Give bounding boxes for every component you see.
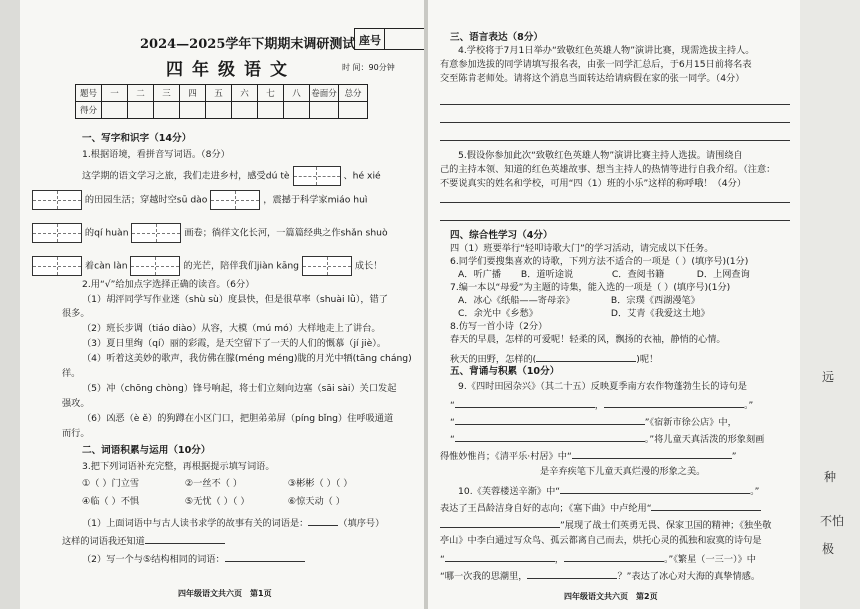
option-d[interactable]: D．上网查询 <box>696 269 750 280</box>
answer-blank[interactable] <box>564 552 664 562</box>
pinyin-text: 的光芒，陪伴我们jiàn kāng <box>183 260 299 272</box>
question-1-prompt: 1.根据语境，看拼音写词语。（8分） <box>82 149 230 160</box>
question-2-item-6-cont: 而行。 <box>62 428 90 439</box>
char-grid-box[interactable] <box>302 256 352 276</box>
question-text: ”展现了战士们英勇无畏、保家卫国的精神；《独坐敬 <box>560 520 772 531</box>
question-2-item-1-cont: 很多。 <box>62 308 90 319</box>
question-2-prompt: 2.用“√”给加点字选择正确的读音。（6分） <box>82 279 255 290</box>
section-4-title: 四、综合性学习（4分） <box>450 230 553 241</box>
option-d[interactable]: D．艾青《我爱这土地》 <box>610 308 710 319</box>
question-6-prompt: 6.同学们要搜集喜欢的诗歌，下列方法不适合的一项是（ ）(填序号)(1分) <box>450 256 749 267</box>
option-b[interactable]: B．道听途说 <box>520 269 574 280</box>
question-2-item-3: （3）夏日里绚（qí）丽的彩霞，是天空留下了一天的人们的慨慕（jí jiè）。 <box>82 338 387 349</box>
question-9-line-1: 9.《四时田园杂兴》（其二十五）反映夏季南方农作物蓬勃生长的诗句是 <box>458 381 747 392</box>
section-4-intro: 四（1）班要举行“轻叩诗歌大门”的学习活动，请完成以下任务。 <box>450 243 714 254</box>
idiom-blank[interactable]: ⑥惊天动（ ） <box>287 496 345 507</box>
score-header-cell: 五 <box>206 85 232 102</box>
question-text: 得惟妙惟肖；《清平乐·村居》中“ <box>440 451 572 462</box>
option-a[interactable]: A．冰心《纸船——寄母亲》 <box>458 295 575 306</box>
score-cell[interactable] <box>102 102 128 119</box>
section-3-title: 三、语言表达（8分） <box>450 32 544 43</box>
section-5-title: 五、背诵与积累（10分） <box>450 366 560 377</box>
score-cell[interactable] <box>232 102 258 119</box>
answer-blank[interactable] <box>440 518 560 528</box>
poem-fill-text: 秋天的田野，怎样的( <box>450 354 537 365</box>
option-a[interactable]: A．听广播 <box>458 269 502 280</box>
idiom-blank[interactable]: ④临（ ）不惧 <box>82 496 140 507</box>
question-2-item-6: （6）凶恶（è ě）的狗蹲在小区门口，把胆弟弟屏（píng bǐng）住呼吸通道 <box>82 413 394 424</box>
edge-glyph: 远 <box>822 370 835 384</box>
question-2-item-4-cont: 徉。 <box>62 368 81 379</box>
answer-line[interactable] <box>440 202 790 203</box>
answer-blank[interactable] <box>308 516 338 526</box>
pinyin-text: 、hé xié <box>343 170 381 182</box>
question-8-poem: 春天的早晨，怎样的可爱呢！轻柔的风，飘扬的衣袖，静悄的心情。 <box>450 334 726 345</box>
punctuation: 。” <box>743 400 754 411</box>
question-3-row-1 <box>82 478 388 490</box>
score-header-cell: 六 <box>232 85 258 102</box>
question-7-options-row-1 <box>458 295 761 307</box>
score-row-label: 得分 <box>76 102 102 119</box>
section-2-title: 二、词语积累与运用（10分） <box>82 445 211 456</box>
score-table-score-row <box>76 102 368 119</box>
question-4-line-2: 有意参加选拔的同学请填写报名表，由张一同学汇总后，于6月15日前将名表 <box>440 59 752 70</box>
score-header-cell: 四 <box>180 85 206 102</box>
punctuation: 。” <box>750 486 760 497</box>
answer-line[interactable] <box>440 220 790 221</box>
question-4-line-1: 4.学校将于7月1日举办“致敬红色英雄人物”演讲比赛，现需选拔主持人。 <box>458 45 755 56</box>
question-9-line-4 <box>450 432 764 446</box>
idiom-blank[interactable]: ②一丝不（ ） <box>184 478 243 489</box>
question-text: 10.《芙蓉楼送辛渐》中“ <box>458 486 561 497</box>
section-1-title: 一、写字和识字（14分） <box>82 133 192 144</box>
score-header-cell: 总分 <box>339 85 368 102</box>
score-header-cell: 七 <box>258 85 284 102</box>
score-cell[interactable] <box>258 102 284 119</box>
answer-blank[interactable] <box>572 449 732 459</box>
answer-blank[interactable] <box>604 398 744 408</box>
question-5-line-2: 己的主持本领、知道的红色英雄故事、想当主持人的热情等进行自我介绍。（注意： <box>440 164 776 175</box>
question-3-sub-1-cont <box>62 534 225 548</box>
question-1-line-1 <box>82 166 381 186</box>
seat-number-box[interactable] <box>354 28 424 50</box>
poem-title-text: ”《宿新市徐公店》中， <box>644 417 737 428</box>
char-grid-box[interactable] <box>32 223 82 243</box>
answer-blank[interactable] <box>145 534 225 544</box>
idiom-blank[interactable]: ③彬彬（ ）（ ） <box>287 478 353 489</box>
answer-blank[interactable] <box>560 484 750 494</box>
score-header-cell: 题号 <box>76 85 102 102</box>
question-2-item-2: （2）班长步调（tiáo diào）从容，大模（mú mó）大样地走上了讲台。 <box>82 323 381 334</box>
score-table <box>75 84 368 119</box>
question-5-line-1: 5.假设你参加此次“致敬红色英雄人物”演讲比赛主持人选拔。请围绕自 <box>458 150 743 161</box>
seat-number-label: 座号 <box>359 34 381 47</box>
char-grid-box[interactable] <box>293 166 341 186</box>
score-cell[interactable] <box>310 102 339 119</box>
char-grid-box[interactable] <box>210 190 260 210</box>
answer-blank[interactable] <box>225 552 305 562</box>
answer-blank[interactable] <box>455 398 595 408</box>
score-cell[interactable] <box>154 102 180 119</box>
question-7-prompt: 7.编一本以“母爱”为主题的诗集，能入选的一项是（ ）(填序号)(1分) <box>450 282 731 293</box>
question-3-prompt: 3.把下列词语补充完整，再根据提示填写词语。 <box>82 461 275 472</box>
question-text: 。”将儿童天真活泼的形象刻画 <box>644 434 765 445</box>
question-9-line-5 <box>440 449 736 463</box>
question-3-row-2 <box>82 496 388 508</box>
pinyin-text: 这学期的语文学习之旅，我们走进乡村，感受dú tè <box>82 170 290 182</box>
score-cell[interactable] <box>206 102 232 119</box>
question-9-line-6: 是辛弃疾笔下儿童天真烂漫的形象之美。 <box>540 466 706 477</box>
question-8-prompt: 8.仿写一首小诗（2分） <box>450 321 548 332</box>
score-header-cell: 一 <box>102 85 128 102</box>
question-1-line-2 <box>32 190 367 210</box>
exam-page-left <box>20 0 424 609</box>
quote-mark: “ <box>440 554 445 565</box>
char-grid-box[interactable] <box>32 256 82 276</box>
question-3-sub-2 <box>82 552 305 566</box>
question-10-line-2 <box>440 501 761 515</box>
exam-time-label: 时 间：90分钟 <box>342 63 395 72</box>
question-10-line-4: 亭山》中李白通过写众鸟、孤云都离自己而去，烘托心灵的孤独和寂寞的诗句是 <box>440 535 762 546</box>
option-c[interactable]: C．余光中《乡愁》 <box>458 308 538 319</box>
answer-line[interactable] <box>440 140 790 141</box>
edge-glyph: 极 <box>822 542 835 556</box>
quote-mark: ” <box>731 451 737 462</box>
pinyin-text: ，震撼于科学家miáo huì <box>263 194 368 206</box>
pinyin-text: 着càn làn <box>84 260 128 272</box>
edge-glyph: 不怕 <box>820 514 845 528</box>
score-table-header-row <box>76 85 368 102</box>
score-header-cell: 三 <box>154 85 180 102</box>
score-header-cell: 二 <box>128 85 154 102</box>
answer-blank[interactable] <box>455 415 645 425</box>
answer-line[interactable] <box>440 104 790 105</box>
pinyin-text: 画卷；徜徉文化长河，一篇篇经典之作shǎn shuò <box>184 227 388 239</box>
question-text: 表达了王昌龄洁身自好的志向；《塞下曲》中卢纶用“ <box>440 503 652 514</box>
answer-line[interactable] <box>440 122 790 123</box>
pinyin-text: 成长！ <box>354 260 383 272</box>
punctuation: ， <box>554 554 564 565</box>
question-8-fill <box>450 352 658 366</box>
score-cell[interactable] <box>180 102 206 119</box>
question-5-line-3: 不要说真实的姓名和学校，可用“四（1）班的小乐”这样的称呼哦！（4分） <box>440 178 747 189</box>
answer-blank[interactable] <box>455 432 645 442</box>
page-footer-left: 四年级语文共六页 第1页 <box>178 589 272 598</box>
question-1-line-3 <box>32 223 388 243</box>
score-header-cell: 八 <box>284 85 310 102</box>
poem-fill-text: )呢！ <box>636 354 659 365</box>
question-3-sub-1 <box>82 516 384 530</box>
pinyin-text: 的田园生活；穿越时空sū dào <box>84 194 208 206</box>
question-7-options-row-2 <box>458 308 761 320</box>
question-4-line-3: 交至陈肯老师处。请将这个消息当面转达给请病假在家的张一同学。（4分） <box>440 73 745 84</box>
score-cell[interactable] <box>284 102 310 119</box>
edge-glyph: 种 <box>824 470 837 484</box>
question-9-line-2 <box>450 398 753 412</box>
answer-blank[interactable] <box>527 569 617 579</box>
question-6-options <box>458 269 777 281</box>
question-10-line-5 <box>440 552 756 566</box>
idiom-blank[interactable]: ⑤无忧（ ）（ ） <box>184 496 250 507</box>
char-grid-box[interactable] <box>130 256 180 276</box>
punctuation: ， <box>594 400 604 411</box>
exam-subject-title: 四年级语文 <box>166 60 296 80</box>
exam-page-right <box>428 0 800 609</box>
next-page-edge <box>800 0 860 609</box>
answer-blank[interactable] <box>536 352 636 362</box>
page-footer-right: 四年级语文共六页 第2页 <box>564 592 658 601</box>
char-grid-box[interactable] <box>32 190 82 210</box>
sub-question-text: （填序号） <box>338 518 385 529</box>
pinyin-text: 的qí huàn <box>84 227 129 239</box>
question-1-line-4 <box>32 256 382 276</box>
question-9-line-3 <box>450 415 737 429</box>
question-10-line-3 <box>440 518 771 532</box>
question-2-item-1: （1）胡泙同学写作业迷（shù sù）度县快，但是很草率（shuài lǜ），错了 <box>82 294 388 305</box>
exam-title: 2024—2025学年下期期末调研测试 <box>140 37 356 52</box>
sub-question-text: 这样的词语我还知道 <box>62 536 145 547</box>
question-2-item-4: （4）听着这美妙的歌声，我仿佛在朦(méng méng)胧的月光中牺(tāng cháng) <box>82 353 412 364</box>
sub-question-text: （1）上面词语中与古人读书求学的故事有关的词语是： <box>82 518 309 529</box>
question-text: ？”表达了冰心对大海的真挚情感。 <box>617 571 761 582</box>
answer-blank[interactable] <box>445 552 555 562</box>
question-text: 。”《繁星（一三一）》中 <box>663 554 756 565</box>
score-header-cell: 卷面分 <box>310 85 339 102</box>
question-2-item-5: （5）冲（chōng chòng）锋号响起，将士们立刻向边塞（sāi sài）关口发起 <box>82 383 397 394</box>
idiom-blank[interactable]: ①（ ）门立雪 <box>82 478 140 489</box>
option-b[interactable]: B．宗璞《西湖漫笔》 <box>610 295 700 306</box>
char-grid-box[interactable] <box>131 223 181 243</box>
question-10-line-1 <box>458 484 759 498</box>
score-cell[interactable] <box>339 102 368 119</box>
question-10-line-6 <box>440 569 760 583</box>
sub-question-text: （2）写一个与⑤结构相同的词语： <box>82 554 225 565</box>
quote-mark: “ <box>450 434 455 445</box>
question-text: “哪一次我的思潮里， <box>440 571 528 582</box>
quote-mark: “ <box>450 400 455 411</box>
answer-blank[interactable] <box>651 501 761 511</box>
score-cell[interactable] <box>128 102 154 119</box>
question-2-item-5-cont: 强攻。 <box>62 398 90 409</box>
quote-mark: “ <box>450 417 455 428</box>
option-c[interactable]: C．查阅书籍 <box>611 269 665 280</box>
